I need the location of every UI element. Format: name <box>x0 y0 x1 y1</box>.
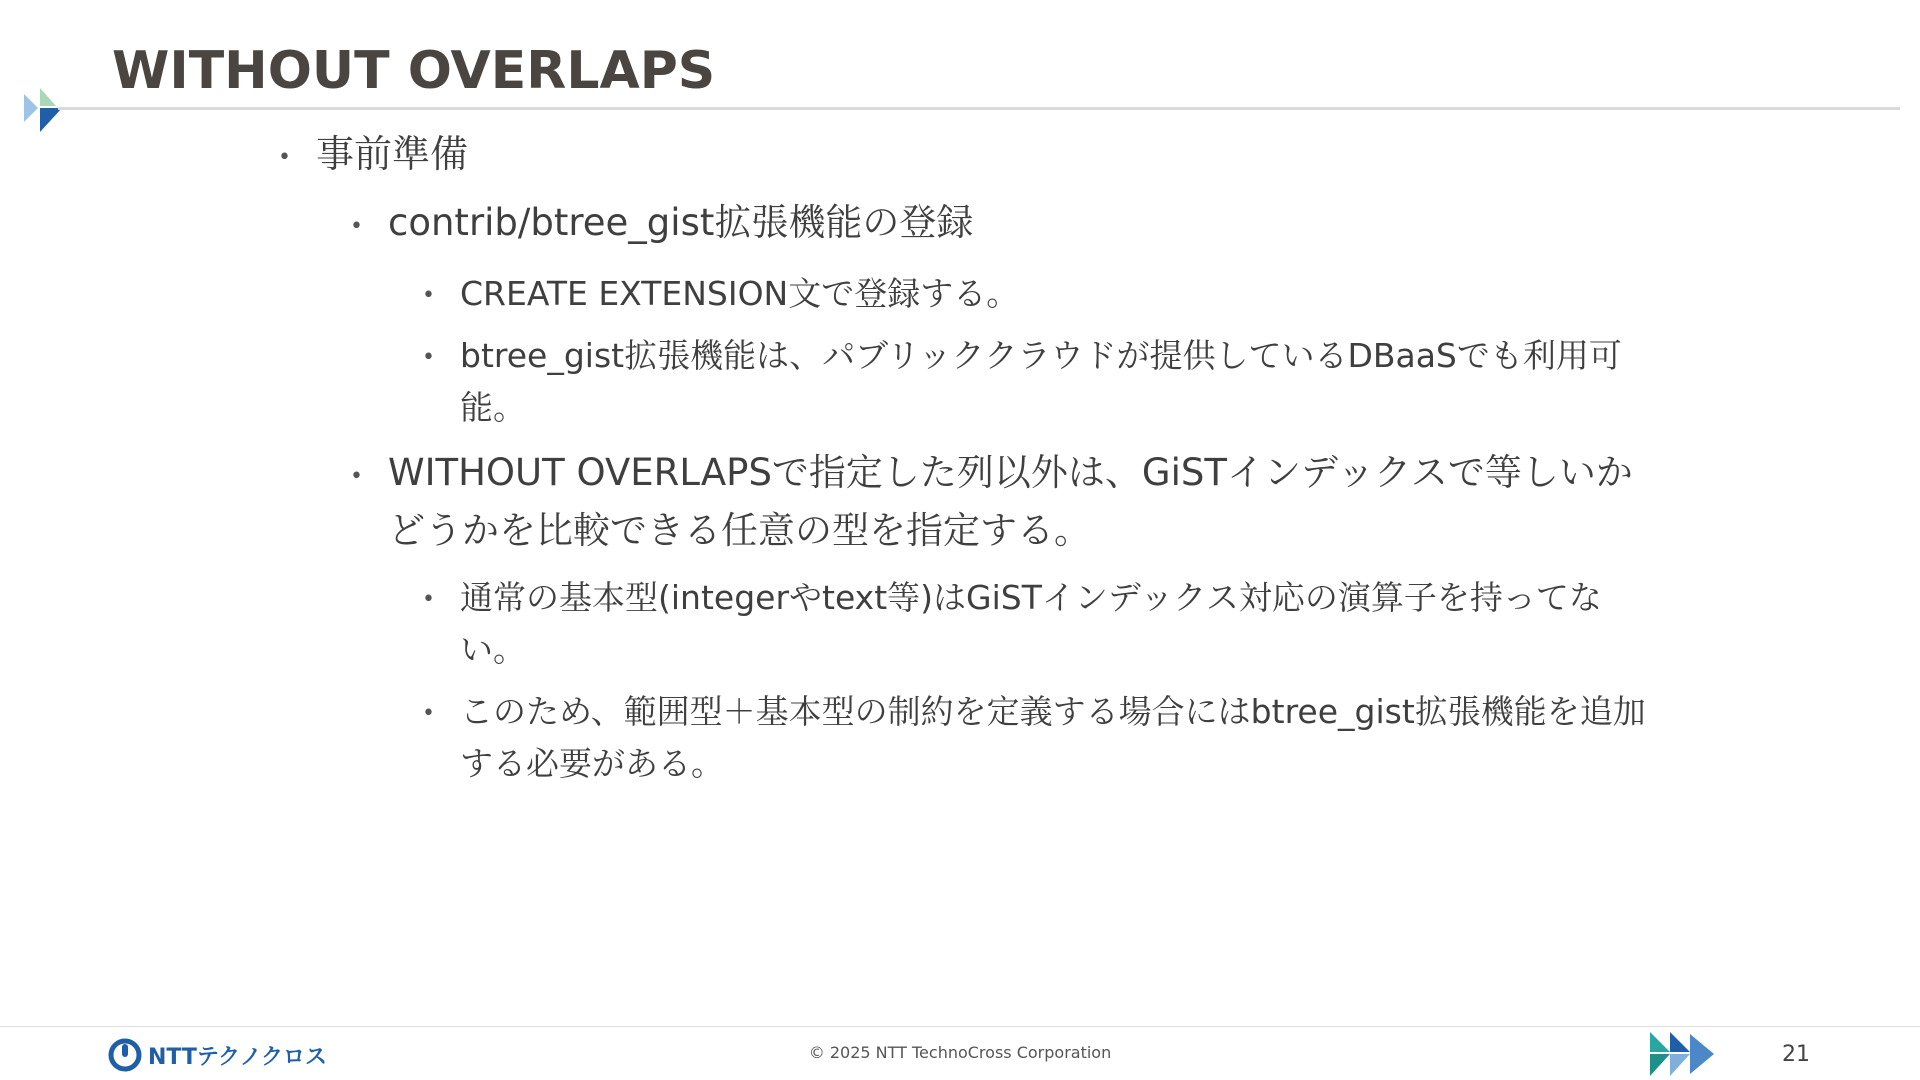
page-number: 21 <box>1782 1042 1810 1067</box>
bullet-text: 通常の基本型(integerやtext等)はGiSTインデックス対応の演算子を持ってない。 <box>460 578 1602 669</box>
bullet-dot: • <box>350 214 363 239</box>
bullet-level3 <box>422 686 1650 790</box>
bullet-text: このため、範囲型＋基本型の制約を定義する場合にはbtree_gist拡張機能を追加する必要がある。 <box>460 692 1646 783</box>
bullet-level2 <box>350 444 1648 560</box>
footer-divider <box>0 1026 1920 1027</box>
bullet-level2 <box>350 194 1648 252</box>
bullet-level3 <box>422 330 1650 434</box>
bullet-level1 <box>278 130 469 178</box>
bullet-text: 事前準備 <box>316 132 469 176</box>
bullet-text: btree_gist拡張機能は、パブリッククラウドが提供しているDBaaSでも利用可能。 <box>460 336 1622 427</box>
bullet-dot: • <box>422 345 435 370</box>
bullet-dot: • <box>350 464 363 489</box>
bullet-dot: • <box>422 701 435 726</box>
logo-text: NTTテクノクロス <box>148 1044 327 1070</box>
bullet-text: WITHOUT OVERLAPSで指定した列以外は、GiSTインデックスで等しいかどうかを比較できる任意の型を指定する。 <box>388 451 1633 552</box>
bullet-dot: • <box>278 145 291 170</box>
bullet-text: contrib/btree_gist拡張機能の登録 <box>388 201 974 244</box>
bullet-dot: • <box>422 283 435 308</box>
copyright-text: © 2025 NTT TechnoCross Corporation <box>808 1043 1112 1062</box>
bullet-text: CREATE EXTENSION文で登録する。 <box>460 274 1020 313</box>
bullet-level3 <box>422 572 1650 676</box>
slide-title: WITHOUT OVERLAPS <box>112 41 716 101</box>
triple-arrow-icon <box>1648 1030 1720 1078</box>
bullet-dot: • <box>422 587 435 612</box>
bullet-level3 <box>422 268 1650 320</box>
